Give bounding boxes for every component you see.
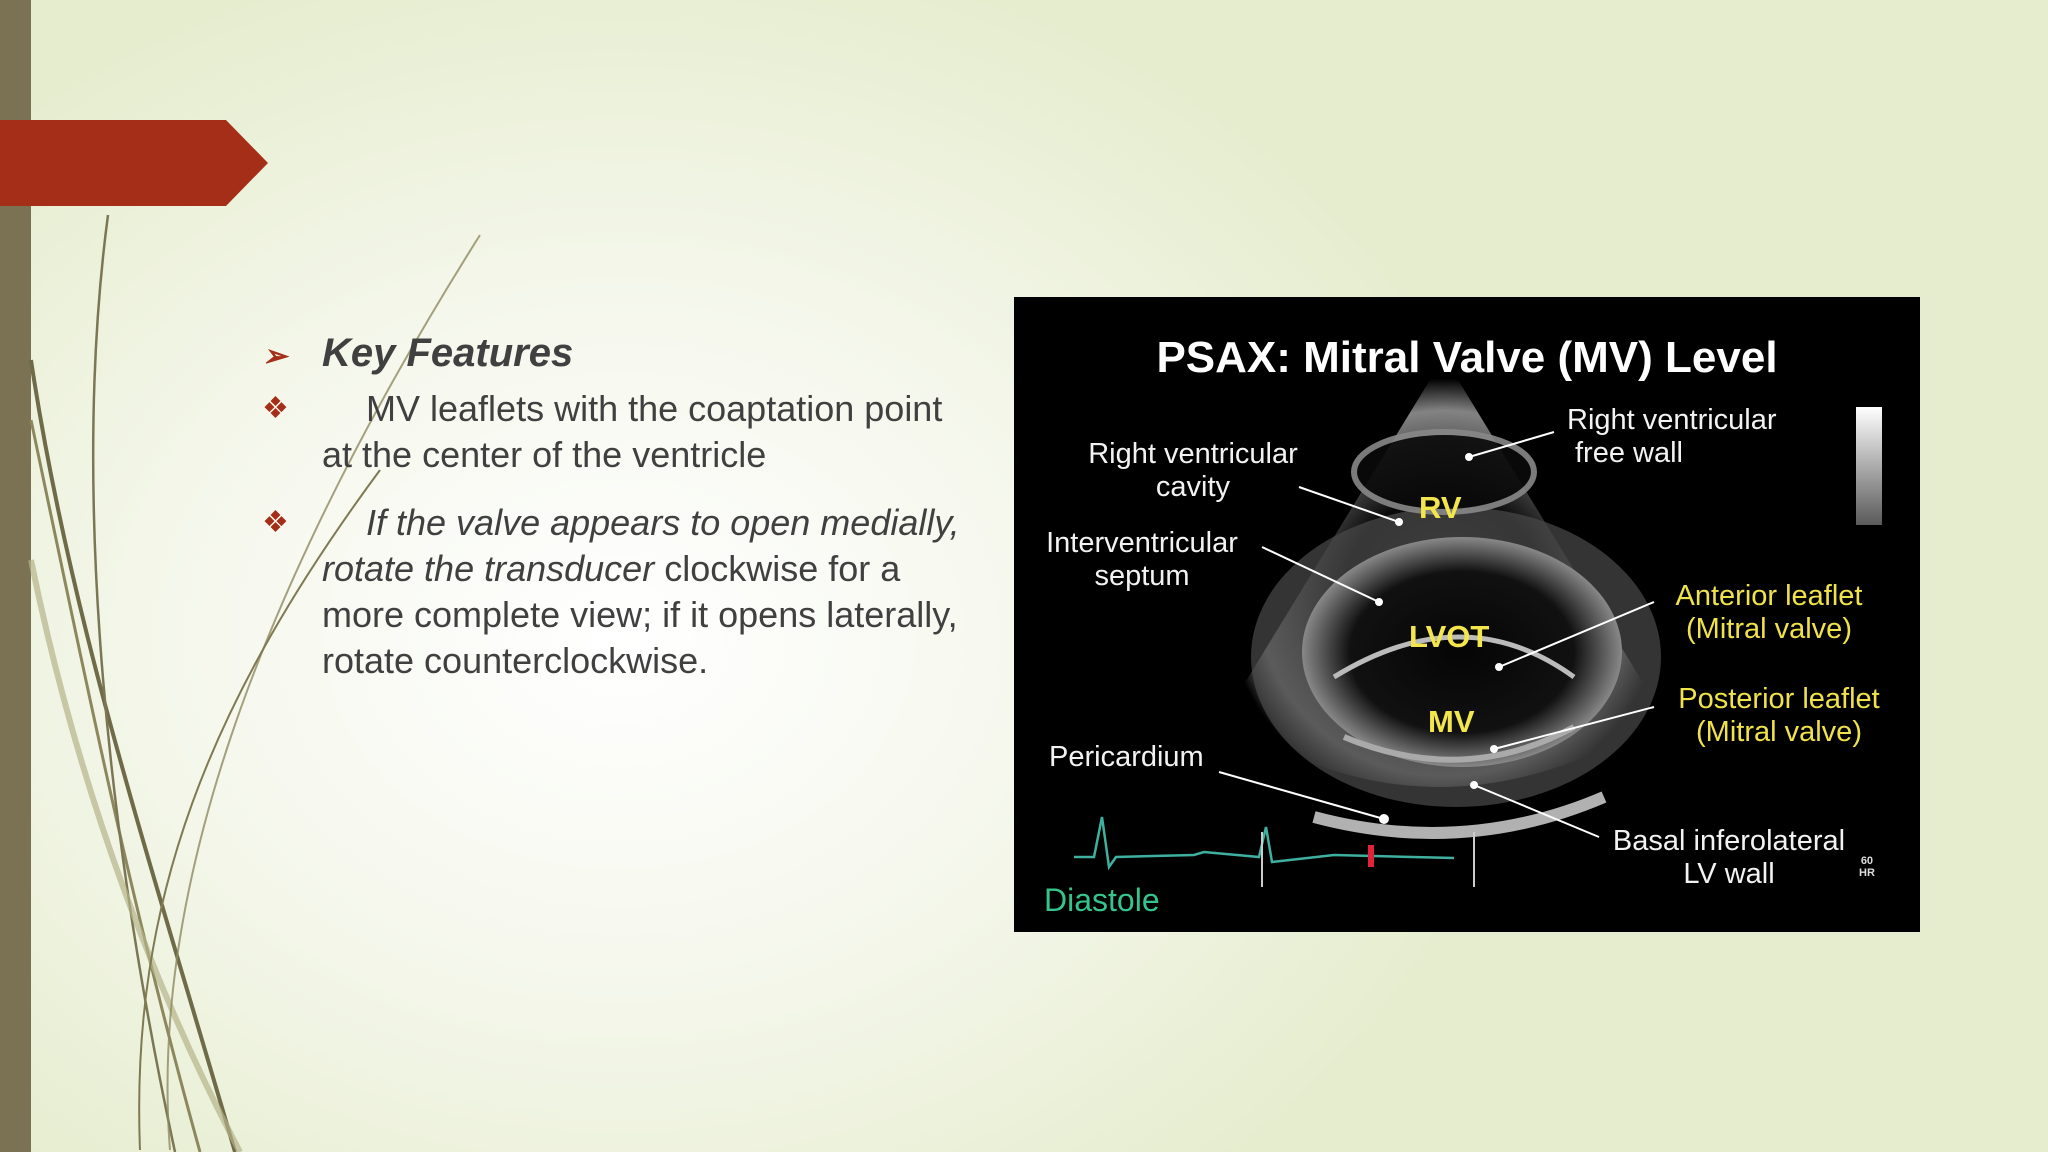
bullet-item [262, 500, 962, 684]
echo-title: PSAX: Mitral Valve (MV) Level [1156, 333, 1778, 382]
label-basal-wall: Basal inferolateral LV wall [1612, 825, 1846, 890]
key-features-heading [262, 326, 962, 380]
chamber-rv: RV [1419, 490, 1462, 525]
ecg-trace [1074, 817, 1454, 867]
diamond-bullet-icon: ❖ [262, 506, 289, 539]
diamond-bullet-icon: ❖ [262, 392, 289, 425]
label-posterior-leaflet: Posterior leaflet (Mitral valve) [1678, 683, 1880, 748]
bullet-text: MV leaflets with the coaptation point at the center of the ventricle [322, 388, 943, 475]
bullet-text: clockwise for a more complete view; if it opens laterally, rotate counterclockwise. [322, 548, 958, 681]
bullet-item [262, 386, 962, 478]
echocardiogram-image [1014, 297, 1920, 932]
chamber-mv: MV [1428, 704, 1475, 739]
label-anterior-leaflet: Anterior leaflet (Mitral valve) [1675, 580, 1863, 645]
label-iv-septum: Interventricular septum [1046, 527, 1238, 592]
heart-rate-label: 60 HR [1859, 855, 1875, 879]
bullet-list [262, 326, 962, 706]
phase-label: Diastole [1044, 882, 1160, 918]
bullet-text-italic: If the valve appears to open medially, rotate the transducer [322, 502, 960, 589]
grayscale-bar [1856, 407, 1882, 525]
label-rv-free-wall: Right ventricular free wall [1567, 404, 1777, 469]
label-pericardium: Pericardium [1049, 741, 1204, 773]
arrow-bullet-icon: ➢ [262, 340, 288, 373]
chamber-lvot: LVOT [1409, 619, 1490, 654]
ecg-marker [1368, 845, 1374, 867]
heading-text: Key Features [322, 331, 574, 375]
label-rv-cavity: Right ventricular cavity [1088, 438, 1298, 503]
